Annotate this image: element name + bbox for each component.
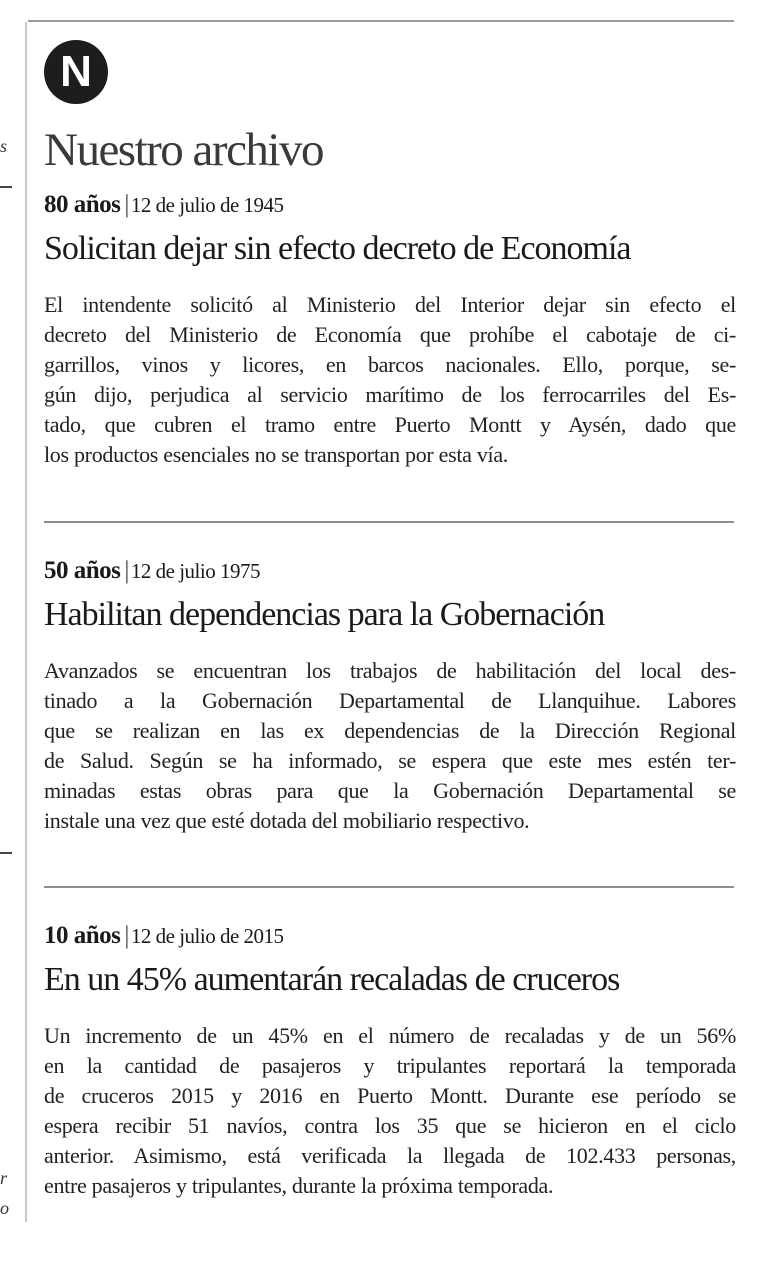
section-title: Nuestro archivo [44, 124, 323, 176]
body-line: Avanzados se encuentran los trabajos de habilitación del local des- [44, 658, 736, 683]
meta-separator: | [124, 922, 129, 949]
edge-rule [0, 186, 12, 188]
body-line: entre pasajeros y tripulantes, durante la próxima temporada. [44, 1173, 554, 1198]
column-rule [25, 22, 27, 1222]
body-line: en la cantidad de pasajeros y tripulantes reportará la temporada [44, 1053, 736, 1078]
article-meta [44, 556, 736, 586]
body-line: tinado a la Gobernación Departamental de Llanquihue. Labores [44, 688, 736, 713]
body-line: Un incremento de un 45% en el número de recaladas y de un 56% [44, 1023, 736, 1048]
body-line: anterior. Asimismo, está verificada la llegada de 102.433 personas, [44, 1143, 736, 1168]
body-line: tado, que cubren el tramo entre Puerto Montt y Aysén, dado que [44, 412, 736, 437]
article-headline: Habilitan dependencias para la Gobernación [44, 596, 605, 633]
archive-article [44, 190, 736, 470]
edge-fragment: s [0, 136, 8, 156]
article-meta [44, 921, 736, 951]
meta-separator: | [124, 557, 129, 584]
body-line: de Salud. Según se ha informado, se espera que este mes estén ter- [44, 748, 736, 773]
article-body [44, 1021, 736, 1201]
body-line: decreto del Ministerio de Economía que prohíbe el cabotaje de ci- [44, 322, 736, 347]
body-line: El intendente solicitó al Ministerio del Interior dejar sin efecto el [44, 292, 736, 317]
edge-fragment: o [0, 1198, 9, 1218]
body-line: espera recibir 51 navíos, contra los 35 que se hicieron en el ciclo [44, 1113, 736, 1138]
article-body [44, 290, 736, 470]
archive-article [44, 921, 736, 1201]
body-line: de cruceros 2015 y 2016 en Puerto Montt. Durante ese período se [44, 1083, 736, 1108]
article-divider [44, 521, 734, 523]
top-rule [28, 20, 734, 22]
years-ago: 10 años [44, 922, 121, 949]
years-ago: 50 años [44, 557, 121, 584]
article-headline: En un 45% aumentarán recaladas de cruceros [44, 961, 620, 998]
newspaper-logo: N [44, 40, 108, 104]
edge-rule [0, 852, 12, 854]
article-divider [44, 886, 734, 888]
body-line: instale una vez que esté dotada del mobiliario respectivo. [44, 808, 530, 833]
article-headline: Solicitan dejar sin efecto decreto de Economía [44, 230, 631, 267]
body-line: que se realizan en las ex dependencias de la Dirección Regional [44, 718, 736, 743]
body-line: los productos esenciales no se transportan por esta vía. [44, 442, 509, 467]
body-line: garrillos, vinos y licores, en barcos nacionales. Ello, porque, se- [44, 352, 736, 377]
article-date: 12 de julio de 2015 [130, 924, 284, 948]
article-meta [44, 190, 736, 220]
meta-separator: | [124, 191, 129, 218]
years-ago: 80 años [44, 191, 121, 218]
body-line: minadas estas obras para que la Gobernación Departamental se [44, 778, 736, 803]
article-date: 12 de julio de 1945 [130, 193, 284, 217]
archive-article [44, 556, 736, 836]
edge-fragment: r [0, 1168, 8, 1188]
article-date: 12 de julio 1975 [130, 559, 260, 583]
body-line: gún dijo, perjudica al servicio marítimo de los ferrocarriles del Es- [44, 382, 736, 407]
article-body [44, 656, 736, 836]
